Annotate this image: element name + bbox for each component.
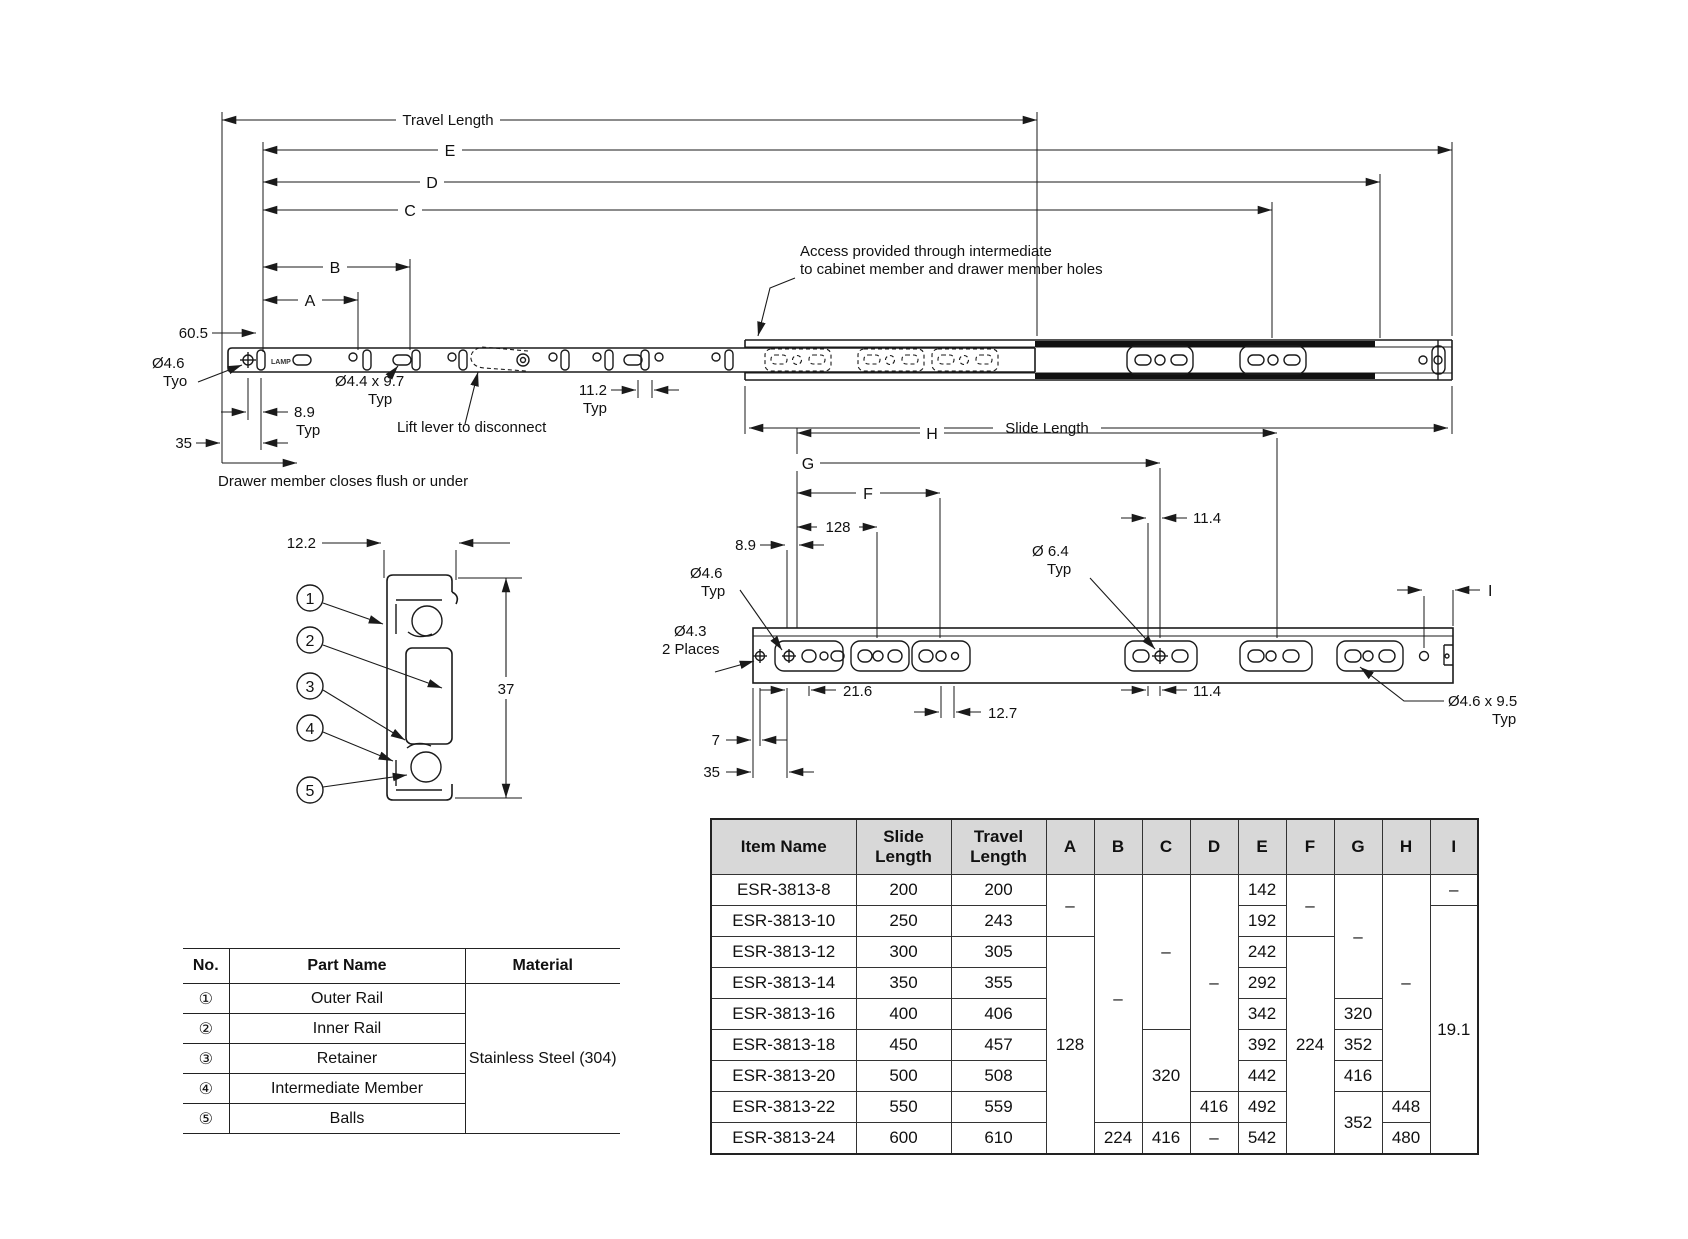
section-profile bbox=[387, 575, 457, 800]
dim-21-6: 21.6 bbox=[843, 683, 873, 700]
dim-travel-length: Travel Length bbox=[402, 112, 494, 129]
cell-e: 542 bbox=[1238, 1123, 1286, 1155]
side-dim-35: 35 bbox=[703, 764, 720, 781]
cell-h: – bbox=[1382, 875, 1430, 1092]
parts-row-1 bbox=[183, 984, 620, 1014]
dim-128: 128 bbox=[825, 519, 851, 536]
part-no: ③ bbox=[183, 1044, 229, 1074]
part-no: ⑤ bbox=[183, 1104, 229, 1134]
dim-7: 7 bbox=[711, 732, 720, 749]
item-name: ESR-3813-24 bbox=[711, 1123, 856, 1155]
spec-col-f: F bbox=[1286, 819, 1334, 875]
slide-length: 250 bbox=[856, 906, 951, 937]
brand-mark: LAMP bbox=[271, 359, 291, 366]
cell-b: 224 bbox=[1094, 1123, 1142, 1155]
spec-row-1 bbox=[711, 875, 1478, 906]
dia-4-6-sub: Tyo bbox=[163, 373, 188, 390]
cell-i: 19.1 bbox=[1430, 906, 1478, 1155]
dim-8-9-typ: Typ bbox=[296, 422, 321, 439]
cell-g: 352 bbox=[1334, 1030, 1382, 1061]
disconnect-lever bbox=[471, 347, 529, 371]
spec-col-slide: Slide Length bbox=[856, 819, 951, 875]
dim-g: G bbox=[801, 456, 815, 473]
cell-c: 416 bbox=[1142, 1123, 1190, 1155]
cell-g: – bbox=[1334, 875, 1382, 999]
item-name: ESR-3813-22 bbox=[711, 1092, 856, 1123]
spec-header-row bbox=[711, 819, 1478, 875]
cell-e: 392 bbox=[1238, 1030, 1286, 1061]
dim-37: 37 bbox=[497, 681, 515, 698]
travel-length: 305 bbox=[951, 937, 1046, 968]
dia-4-3-sub: 2 Places bbox=[662, 641, 720, 658]
cell-f: 224 bbox=[1286, 937, 1334, 1155]
dia-4-4-sub: Typ bbox=[368, 391, 393, 408]
section-callouts bbox=[297, 585, 442, 803]
slide-length: 500 bbox=[856, 1061, 951, 1092]
side-dia-4-6-label: Ø4.6 bbox=[690, 565, 723, 582]
spec-col-i: I bbox=[1430, 819, 1478, 875]
dim-60-5: 60.5 bbox=[178, 325, 208, 342]
item-name: ESR-3813-20 bbox=[711, 1061, 856, 1092]
cell-h: 480 bbox=[1382, 1123, 1430, 1155]
cell-e: 142 bbox=[1238, 875, 1286, 906]
drawer-member-holes bbox=[240, 350, 733, 370]
dim-8-9: 8.9 bbox=[294, 404, 315, 421]
side-view-holes bbox=[753, 641, 1453, 671]
dim-f: F bbox=[863, 486, 873, 503]
item-name: ESR-3813-16 bbox=[711, 999, 856, 1030]
parts-header-row bbox=[183, 949, 620, 984]
top-view-rail bbox=[228, 340, 1452, 380]
cell-e: 242 bbox=[1238, 937, 1286, 968]
item-name: ESR-3813-18 bbox=[711, 1030, 856, 1061]
parts-table bbox=[183, 948, 620, 1134]
dim-h: H bbox=[926, 426, 938, 443]
dia-6-4-label: Ø 6.4 bbox=[1032, 543, 1069, 560]
spec-col-c: C bbox=[1142, 819, 1190, 875]
dim-c: C bbox=[404, 203, 416, 220]
cell-e: 492 bbox=[1238, 1092, 1286, 1123]
cabinet-member-slots bbox=[1127, 340, 1445, 380]
cell-b: – bbox=[1094, 875, 1142, 1123]
side-view-dimensions bbox=[662, 424, 1517, 781]
slide-length: 550 bbox=[856, 1092, 951, 1123]
dim-11-2-typ: Typ bbox=[582, 400, 607, 417]
travel-length: 200 bbox=[951, 875, 1046, 906]
lift-lever-note: Lift lever to disconnect bbox=[397, 419, 547, 436]
cell-f: – bbox=[1286, 875, 1334, 937]
cell-h: 448 bbox=[1382, 1092, 1430, 1123]
cell-d: – bbox=[1190, 1123, 1238, 1155]
dim-slide-length: Slide Length bbox=[1005, 420, 1089, 437]
dia-4-4-label: Ø4.4 x 9.7 bbox=[335, 373, 405, 390]
slide-length: 300 bbox=[856, 937, 951, 968]
side-dim-8-9: 8.9 bbox=[735, 537, 756, 554]
cell-g: 320 bbox=[1334, 999, 1382, 1030]
dim-e: E bbox=[444, 143, 456, 160]
slide-length: 600 bbox=[856, 1123, 951, 1155]
part-name: Balls bbox=[229, 1104, 465, 1134]
callout-5: 5 bbox=[305, 783, 315, 800]
parts-col-no: No. bbox=[183, 949, 229, 984]
travel-length: 355 bbox=[951, 968, 1046, 999]
part-no: ① bbox=[183, 984, 229, 1014]
part-name: Inner Rail bbox=[229, 1014, 465, 1044]
callout-1: 1 bbox=[305, 591, 315, 608]
side-dia-4-6-sub: Typ bbox=[701, 583, 726, 600]
dim-11-2: 11.2 bbox=[578, 382, 607, 399]
part-name: Outer Rail bbox=[229, 984, 465, 1014]
dim-b: B bbox=[329, 260, 341, 277]
slide-length: 450 bbox=[856, 1030, 951, 1061]
part-name: Retainer bbox=[229, 1044, 465, 1074]
item-name: ESR-3813-12 bbox=[711, 937, 856, 968]
spec-col-item: Item Name bbox=[711, 819, 856, 875]
dim-12-2: 12.2 bbox=[286, 535, 316, 552]
part-no: ② bbox=[183, 1014, 229, 1044]
cell-d: 416 bbox=[1190, 1092, 1238, 1123]
dia-4-3-label: Ø4.3 bbox=[674, 623, 707, 640]
access-note-line2: to cabinet member and drawer member holes bbox=[800, 261, 1103, 278]
access-holes-dashed bbox=[765, 349, 998, 371]
item-name: ESR-3813-8 bbox=[711, 875, 856, 906]
parts-col-part-name: Part Name bbox=[229, 949, 465, 984]
callout-3: 3 bbox=[305, 679, 315, 696]
spec-col-h: H bbox=[1382, 819, 1430, 875]
flush-note: Drawer member closes flush or under bbox=[218, 473, 469, 490]
spec-col-g: G bbox=[1334, 819, 1382, 875]
spec-col-d: D bbox=[1190, 819, 1238, 875]
callout-2: 2 bbox=[305, 633, 315, 650]
item-name: ESR-3813-10 bbox=[711, 906, 856, 937]
cell-e: 292 bbox=[1238, 968, 1286, 999]
cell-e: 442 bbox=[1238, 1061, 1286, 1092]
dim-i: I bbox=[1488, 583, 1493, 600]
slide-length: 200 bbox=[856, 875, 951, 906]
spec-table bbox=[710, 818, 1479, 1155]
dia-4-6-9-5-label: Ø4.6 x 9.5 bbox=[1448, 693, 1518, 710]
cell-g: 416 bbox=[1334, 1061, 1382, 1092]
cross-section bbox=[287, 535, 522, 803]
dia-4-6-9-5-sub: Typ bbox=[1492, 711, 1517, 728]
slide-length: 400 bbox=[856, 999, 951, 1030]
cell-a: – bbox=[1046, 875, 1094, 937]
travel-length: 610 bbox=[951, 1123, 1046, 1155]
dia-6-4-sub: Typ bbox=[1047, 561, 1072, 578]
spec-col-a: A bbox=[1046, 819, 1094, 875]
travel-length: 457 bbox=[951, 1030, 1046, 1061]
dia-4-6-label: Ø4.6 bbox=[152, 355, 185, 372]
cell-e: 342 bbox=[1238, 999, 1286, 1030]
dim-11-4-bottom: 11.4 bbox=[1193, 683, 1222, 700]
cell-a: 128 bbox=[1046, 937, 1094, 1155]
item-name: ESR-3813-14 bbox=[711, 968, 856, 999]
dim-12-7: 12.7 bbox=[988, 705, 1018, 722]
cell-e: 192 bbox=[1238, 906, 1286, 937]
spec-col-travel: Travel Length bbox=[951, 819, 1046, 875]
dim-d: D bbox=[426, 175, 438, 192]
dim-a: A bbox=[304, 293, 316, 310]
part-name: Intermediate Member bbox=[229, 1074, 465, 1104]
cell-d: – bbox=[1190, 875, 1238, 1092]
callout-4: 4 bbox=[305, 721, 315, 738]
cell-i: – bbox=[1430, 875, 1478, 906]
travel-length: 406 bbox=[951, 999, 1046, 1030]
travel-length: 559 bbox=[951, 1092, 1046, 1123]
parts-col-material: Material bbox=[465, 949, 620, 984]
cell-c: 320 bbox=[1142, 1030, 1190, 1123]
spec-col-b: B bbox=[1094, 819, 1142, 875]
slide-length: 350 bbox=[856, 968, 951, 999]
part-no: ④ bbox=[183, 1074, 229, 1104]
travel-length: 508 bbox=[951, 1061, 1046, 1092]
cell-c: – bbox=[1142, 875, 1190, 1030]
top-view-extension-lines bbox=[222, 112, 1452, 463]
cell-g: 352 bbox=[1334, 1092, 1382, 1155]
spec-col-e: E bbox=[1238, 819, 1286, 875]
access-note-line1: Access provided through intermediate bbox=[800, 243, 1052, 260]
dim-11-4-top: 11.4 bbox=[1193, 510, 1222, 527]
side-view-rail bbox=[753, 628, 1453, 683]
side-view-extension-lines bbox=[753, 428, 1453, 778]
dim-35: 35 bbox=[175, 435, 192, 452]
travel-length: 243 bbox=[951, 906, 1046, 937]
part-material: Stainless Steel (304) bbox=[465, 984, 620, 1134]
